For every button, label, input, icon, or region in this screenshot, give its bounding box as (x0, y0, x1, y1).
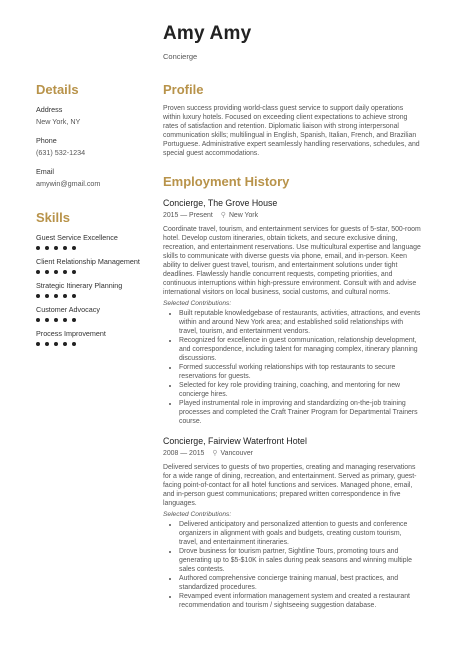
skill-dot-icon (45, 294, 49, 298)
list-item: • Drove business for tourism partner, Sightline Tours, promoting tours and generating up to $5-$10K in sales during peak seasons and winning multiple sales contests. (179, 547, 421, 574)
job-dates: 2008 — 2015 (163, 449, 205, 457)
profile-heading: Profile (163, 82, 204, 97)
skill-item (36, 305, 146, 322)
job-title: Concierge, Fairview Waterfront Hotel (163, 436, 307, 446)
skill-dot-icon (36, 318, 40, 322)
address-value: New York, NY (36, 117, 81, 126)
skill-item (36, 257, 146, 274)
job-dates: 2015 — Present (163, 211, 213, 219)
skill-dot-icon (45, 342, 49, 346)
skill-dot-icon (45, 270, 49, 274)
skill-level (36, 294, 146, 298)
candidate-name: Amy Amy (163, 23, 252, 44)
skill-dot-icon (72, 318, 76, 322)
job-meta (163, 449, 421, 457)
skill-dot-icon (72, 270, 76, 274)
skill-level (36, 246, 146, 250)
skill-dot-icon (36, 246, 40, 250)
skill-dot-icon (54, 342, 58, 346)
employment-heading: Employment History (163, 174, 290, 189)
skill-name: Guest Service Excellence (36, 233, 118, 242)
job-description: Coordinate travel, tourism, and entertainment services for guests of 5-star, 500-room hotel. Develop custom itineraries, obtain tickets, and secure exclusive dining, recreation, and entertainment reservations. Use multicultural expertise and language skills to communicate with diverse guests via phone, email, and in-person. Keen ability to deliver guest travel, tourism, and entertainment solutions under tight deadlines. Flawlessly handle concurrent requests, competing priorities, and continuous interruptions within high-pressure environment. Consult with and advise international visitors on local business, social customs, and cultural norms. (163, 226, 421, 296)
job-meta (163, 211, 421, 219)
contributions-list (163, 309, 421, 426)
skill-dot-icon (72, 342, 76, 346)
skill-item (36, 233, 146, 250)
skill-name: Customer Advocacy (36, 305, 100, 314)
skill-dot-icon (36, 342, 40, 346)
skill-dot-icon (72, 246, 76, 250)
list-item: • Authored comprehensive concierge training manual, best practices, and standardized procedures. (179, 574, 421, 592)
skill-dot-icon (63, 294, 67, 298)
skill-dot-icon (45, 318, 49, 322)
job-location: Vancouver (220, 449, 253, 457)
skill-dot-icon (54, 318, 58, 322)
contributions-label: Selected Contributions: (163, 511, 232, 518)
skill-name: Client Relationship Management (36, 257, 140, 266)
profile-text: Proven success providing world-class guest service to support daily operations within luxury hotels. Focused on exceeding client expectations to achieve strong rates of satisfaction and retention. Diplomatic liaison with strong interpersonal communication skills; multilingual in English, Spanish, Italian, French, and Brazilian Portuguese. Administrative expert seamlessly handling reservations, schedules, and special guest accommodations. (163, 105, 420, 157)
list-item: • Selected for key role providing training, coaching, and mentoring for new concierge hires. (179, 381, 421, 399)
list-item: • Played instrumental role in improving and standardizing on-the-job training processes and completed the Craft Trainer Program for Departmental Trainers course. (179, 399, 421, 426)
skill-dot-icon (54, 294, 58, 298)
job-title: Concierge, The Grove House (163, 198, 278, 208)
resume-header (163, 22, 251, 61)
contributions-label: Selected Contributions: (163, 300, 232, 307)
phone-value: (631) 532-1234 (36, 148, 86, 157)
skills-heading: Skills (36, 210, 70, 225)
job-entry (163, 198, 421, 426)
skill-dot-icon (63, 270, 67, 274)
skill-item (36, 281, 146, 298)
skill-name: Process Improvement (36, 329, 106, 338)
list-item: • Built reputable knowledgebase of restaurants, activities, attractions, and events within and around New York area; and established solid relationships with travel, tourism, and entertainment vendors. (179, 309, 421, 336)
email-value: amywin@gmail.com (36, 179, 101, 188)
skill-name: Strategic Itinerary Planning (36, 281, 123, 290)
location-pin-icon: ⚲ (212, 450, 218, 457)
skill-dot-icon (72, 294, 76, 298)
job-location: New York (228, 211, 259, 219)
left-column (36, 82, 146, 346)
list-item: • Formed successful working relationships with top restaurants to secure reservations for guests. (179, 363, 421, 381)
skill-dot-icon (63, 246, 67, 250)
job-description: Delivered services to guests of two properties, creating and managing reservations for a wide range of dining, recreation, and entertainment. Served as primary, guest-facing point-of-contact for all hotel functions and services. Managed phone, email, and in-person guest communications; prepared written correspondence in five languages. (163, 464, 417, 507)
list-item: • Recognized for excellence in guest communication, relationship development, and correspondence, including talent for managing complex, itinerary planning discussions. (179, 336, 421, 363)
details-heading: Details (36, 82, 79, 97)
location-pin-icon: ⚲ (220, 212, 226, 219)
skill-item (36, 329, 146, 346)
skill-dot-icon (63, 318, 67, 322)
skill-dot-icon (36, 294, 40, 298)
contributions-list (163, 520, 421, 610)
skill-level (36, 318, 146, 322)
address-label: Address (36, 105, 63, 114)
skill-level (36, 270, 146, 274)
main-column (163, 82, 421, 610)
email-label: Email (36, 167, 54, 176)
skill-level (36, 342, 146, 346)
skill-dot-icon (36, 270, 40, 274)
skill-dot-icon (63, 342, 67, 346)
phone-label: Phone (36, 136, 57, 145)
candidate-role: Concierge (163, 52, 198, 61)
skill-dot-icon (54, 270, 58, 274)
list-item: • Revamped event information management system and created a restaurant recommendation and tourism / sightseeing suggestion database. (179, 592, 421, 610)
skills-list (36, 233, 146, 346)
list-item: • Delivered anticipatory and personalized attention to guests and conference organizers in alignment with goals and budgets, creating custom tourism, travel, and entertainment itineraries. (179, 520, 421, 547)
skill-dot-icon (45, 246, 49, 250)
job-entry (163, 436, 421, 610)
skill-dot-icon (54, 246, 58, 250)
